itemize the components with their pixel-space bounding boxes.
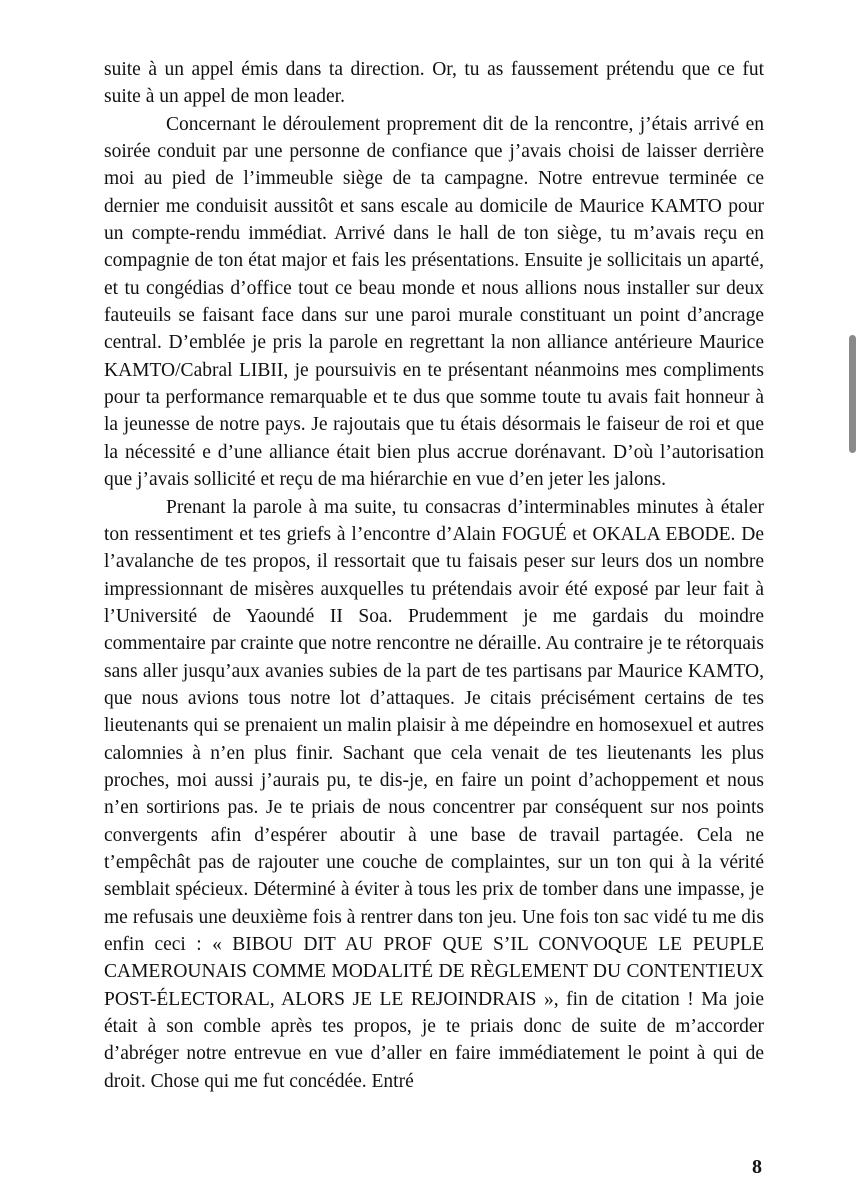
page-number: 8 bbox=[752, 1156, 762, 1178]
body-text bbox=[104, 56, 764, 1095]
paragraph-2: Concernant le déroulement proprement dit de la rencontre, j’étais arrivé en soirée conduit par une personne de confiance que j’avais choisi de laisser derrière moi au pied de l’immeuble siège de ta campagne. Notre entrevue terminée ce dernier me conduisit aussitôt et sans escale au domicile de Maurice KAMTO pour un compte-rendu immédiat. Arrivé dans le hall de ton siège, tu m’avais reçu en compagnie de ton état major et fais les présentations. Ensuite je sollicitais un aparté, et tu congédias d’office tout ce beau monde et nous allions nous installer sur deux fauteuils se faisant face dans sur une paroi murale constituant un point d’ancrage central. D’emblée je pris la parole en regrettant la non alliance antérieure Maurice KAMTO/Cabral LIBII, je poursuivis en te présentant néanmoins mes compliments pour ta performance remarquable et te dus que somme toute tu avais fait honneur à la jeunesse de notre pays. Je rajoutais que tu étais désormais le faiseur de roi et que la nécessité e d’une alliance était bien plus accrue dorénavant. D’où l’autorisation que j’avais sollicité et reçu de ma hiérarchie en vue d’en jeter les jalons. bbox=[104, 113, 764, 491]
paragraph-1: suite à un appel émis dans ta direction. Or, tu as faussement prétendu que ce fut suite à un appel de mon leader. bbox=[104, 59, 764, 108]
scrollbar-thumb[interactable] bbox=[849, 335, 856, 453]
paragraph-3: Prenant la parole à ma suite, tu consacras d’interminables minutes à étaler ton ressentiment et tes griefs à l’encontre d’Alain FOGUÉ et OKALA EBODE. De l’avalanche de tes propos, il ressortait que tu faisais peser sur leurs dos un nombre impressionnant de misères auxquelles tu prétendais avoir été exposé par leur fait à l’Université de Yaoundé II Soa. Prudemment je me gardais du moindre commentaire par crainte que notre rencontre ne déraille. Au contraire je te rétorquais sans aller jusqu’aux avanies subies de la part de tes partisans par Maurice KAMTO, que nous avions tous notre lot d’attaques. Je citais précisément certains de tes lieutenants qui se prenaient un malin plaisir à me dépeindre en homosexuel et autres calomnies à n’en plus finir. Sachant que cela venait de tes lieutenants les plus proches, moi aussi j’aurais pu, te dis-je, en faire un point d’achoppement et nous n’en sortirions pas. Je te priais de nous concentrer par conséquent sur nos points convergents afin d’espérer aboutir à une base de travail partagée. Cela ne t’empêchât pas de rajouter une couche de complaintes, sur un ton qui à la vérité semblait spécieux. Déterminé à éviter à tous les prix de tomber dans une impasse, je me refusais une deuxième fois à rentrer dans ton jeu. Une fois ton sac vidé tu me dis enfin ceci : « BIBOU DIT AU PROF QUE S’IL CONVOQUE LE PEUPLE CAMEROUNAIS COMME MODALITÉ DE RÈGLEMENT DU CONTENTIEUX POST-ÉLECTORAL, ALORS JE LE REJOINDRAIS », fin de citation ! Ma joie était à son comble après tes propos, je te priais donc de suite de m’accorder d’abréger notre entrevue en vue d’aller en faire immédiatement le point à qui de droit. Chose qui me fut concédée. Entré bbox=[104, 496, 764, 1092]
